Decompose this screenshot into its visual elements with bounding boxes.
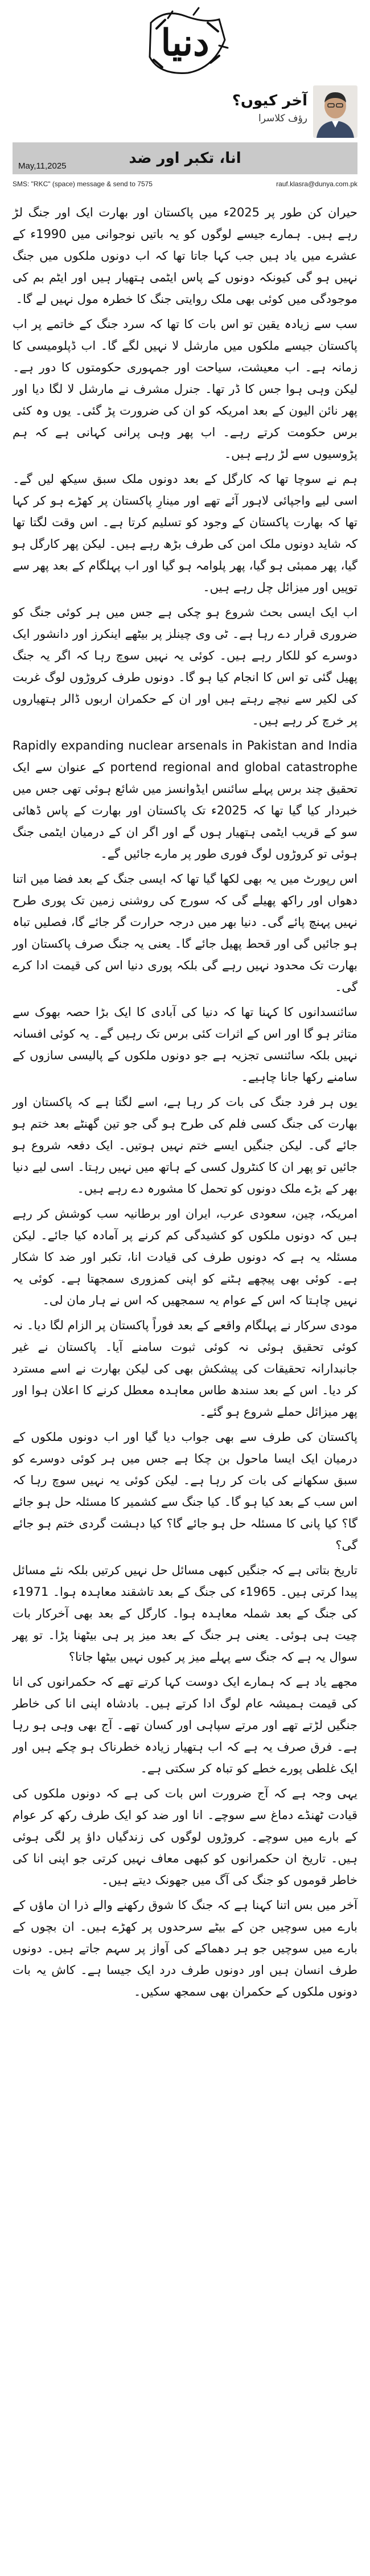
author-photo [313,85,357,138]
column-headline: انا، تکبر اور ضد [129,150,241,167]
author-portrait-icon [313,85,357,138]
article-paragraph: تاریخ بتاتی ہے کہ جنگیں کبھی مسائل حل نہیں کرتیں بلکہ نئے مسائل پیدا کرتی ہیں۔ 1965ء کی جنگ کے بعد تاشقند معاہدہ ہوا۔ 1971ء کی جنگ کے بعد شملہ معاہدہ ہوا۔ کارگل کے بعد بھی آخرکار بات چیت ہی ہوئی۔ یعنی ہر جنگ کے بعد میز پر ہی بیٹھنا پڑا۔ تو پھر سوال یہ ہے کہ جنگ سے پہلے میز پر کیوں نہیں بیٹھا جاتا؟ [13,1563,357,1664]
publish-date: May,11,2025 [18,161,67,171]
article-paragraph: ہم نے سوچا تھا کہ کارگل کے بعد دونوں ملک سبق سیکھ لیں گے۔ اسی لیے واجپائی لاہور آئے تھے اور مینارِ پاکستان پر کھڑے ہو کر کہا تھا کہ بھارت پاکستان کے وجود کو تسلیم کرتا ہے۔ اس وقت لگتا تھا کہ شاید دونوں ملک امن کی طرف بڑھ رہے ہیں۔ لیکن پھر کارگل ہو گیا، پھر ممبئی ہو گیا، پھر پلوامہ ہو گیا اور اب پہلگام کے بعد پھر سے توپیں اور میزائل چل رہے ہیں۔ [13,472,357,594]
article-paragraph: امریکہ، چین، سعودی عرب، ایران اور برطانیہ سب کوشش کر رہے ہیں کہ دونوں ملکوں کو کشیدگی کم کرنے پر آمادہ کیا جائے۔ لیکن مسئلہ یہ ہے کہ دونوں طرف کی قیادت انا، تکبر اور ضد کا شکار ہے۔ کوئی بھی پیچھے ہٹنے کو اپنی کمزوری سمجھتا ہے۔ کوئی یہ نہیں چاہتا کہ اس کے عوام یہ سمجھیں کہ اس نے ہار مان لی۔ [13,1207,357,1307]
article-paragraph: مودی سرکار نے پہلگام واقعے کے بعد فوراً پاکستان پر الزام لگا دیا۔ نہ کوئی تحقیق ہوئی نہ کوئی ثبوت سامنے آیا۔ پاکستان نے غیر جانبدارانہ تحقیقات کی پیشکش بھی کی لیکن بھارت نے اسے مسترد کر دیا۔ اس کے بعد سندھ طاس معاہدہ معطل کرنے کا اعلان ہوا اور پھر میزائل حملے شروع ہو گئے۔ [13,1318,357,1419]
logo-text: دنیا [161,21,209,64]
sms-instructions: SMS: "RKC" (space) message & send to 7575 [13,180,153,188]
series-title: آخر کیوں؟ [232,92,307,109]
article-paragraph: Rapidly expanding nuclear arsenals in Pakistan and India portend regional and global catastrophe کے عنوان سے ایک تحقیق چند برس پہلے سائنس ایڈوانسز میں شائع ہوئی تھی جس میں خبردار کیا گیا تھا کہ 2025ء تک پاکستان اور بھارت کے پاس ڈھائی سو کے قریب ایٹمی ہتھیار ہوں گے اور اگر ان کے درمیان ایٹمی جنگ ہوئی تو کروڑوں لوگ فوری طور پر مارے جائیں گے۔ [13,739,357,861]
article-paragraph: یوں ہر فرد جنگ کی بات کر رہا ہے، اسے لگتا ہے کہ پاکستان اور بھارت کی جنگ کسی فلم کی طرح ہو گی جو تین گھنٹے بعد ختم ہو جائے گی۔ لیکن جنگیں ایسے ختم نہیں ہوتیں۔ ایک دفعہ شروع ہو جائیں تو پھر ان کا کنٹرول کسی کے ہاتھ میں نہیں رہتا۔ اسی لیے دنیا بھر کے بڑے ملک دونوں کو تحمل کا مشورہ دے رہے ہیں۔ [13,1095,357,1195]
article-paragraph: سب سے زیادہ یقین تو اس بات کا تھا کہ سرد جنگ کے خاتمے پر اب پاکستان جیسے ملکوں میں مارشل لا نہیں لگے گا۔ اب ڈپلومیسی کا زمانہ ہے۔ اب معیشت، سیاحت اور جمہوری حکومتوں کا دور ہے۔ لیکن وہی ہوا جس کا ڈر تھا۔ جنرل مشرف نے مارشل لا لگا دیا اور پھر نائن الیون کے بعد امریکہ کو ان کی ضرورت پڑ گئی۔ یوں وہ کئی برس حکومت کرتے رہے۔ اب پھر وہی پرانی کہانی ہے کہ ہم پڑوسیوں سے لڑ رہے ہیں۔ [13,317,357,461]
byline [13,85,357,140]
byline-author-block [232,85,357,138]
author-email: rauf.klasra@dunya.com.pk [276,180,357,188]
masthead [13,0,357,85]
newspaper-logo [139,6,231,80]
author-name: رؤف کلاسرا [258,113,307,124]
article-paragraph: پاکستان کی طرف سے بھی جواب دیا گیا اور اب دونوں ملکوں کے درمیان ایک ایسا ماحول بن چکا ہے جس میں ہر کوئی دوسرے کو سبق سکھانے کی بات کر رہا ہے۔ لیکن کوئی یہ نہیں سوچ رہا کہ اس سب کے بعد کیا ہو گا۔ کیا جنگ سے کشمیر کا مسئلہ حل ہو جائے گا؟ کیا پانی کا مسئلہ حل ہو جائے گا؟ کیا دہشت گردی ختم ہو جائے گی؟ [13,1430,357,1552]
article-paragraph: سائنسدانوں کا کہنا تھا کہ دنیا کی آبادی کا ایک بڑا حصہ بھوک سے متاثر ہو گا اور اس کے اثرات کئی برس تک رہیں گے۔ یہ کوئی افسانہ نہیں بلکہ سائنسی تجزیہ ہے جو دونوں ملکوں کے پالیسی سازوں کے سامنے رکھا جانا چاہیے۔ [13,1005,357,1084]
contact-strip [13,174,357,194]
article-paragraph: یہی وجہ ہے کہ آج ضرورت اس بات کی ہے کہ دونوں ملکوں کی قیادت ٹھنڈے دماغ سے سوچے۔ انا اور ضد کو ایک طرف رکھ کر عوام کے بارے میں سوچے۔ کروڑوں لوگوں کی زندگیاں داؤ پر لگی ہوئی ہیں۔ تاریخ ان حکمرانوں کو کبھی معاف نہیں کرتی جو اپنی انا کی خاطر قوموں کو جنگ کی آگ میں جھونک دیتے ہیں۔ [13,1787,357,1887]
article-paragraph: اب ایک ایسی بحث شروع ہو چکی ہے جس میں ہر کوئی جنگ کو ضروری قرار دے رہا ہے۔ ٹی وی چینلز پر بیٹھے اینکرز اور دانشور ایک دوسرے کو للکار رہے ہیں۔ کوئی یہ نہیں سوچ رہا کہ اگر یہ جنگ پھیل گئی تو اس کا انجام کیا ہو گا۔ دونوں طرف کروڑوں لوگ غربت کی لکیر سے نیچے رہتے ہیں اور ان کے حکمران اربوں ڈالر ہتھیاروں پر خرچ کر رہے ہیں۔ [13,605,357,727]
article-paragraph: مجھے یاد ہے کہ ہمارے ایک دوست کہا کرتے تھے کہ حکمرانوں کی انا کی قیمت ہمیشہ عام لوگ ادا کرتے ہیں۔ بادشاہ اپنی انا کی خاطر جنگیں لڑتے تھے اور مرتے سپاہی اور کسان تھے۔ آج بھی وہی ہو رہا ہے۔ فرق صرف یہ ہے کہ اب ہتھیار زیادہ خطرناک ہو چکے ہیں اور ایک غلطی پورے خطے کو تباہ کر سکتی ہے۔ [13,1675,357,1775]
article-paragraph: حیران کن طور پر 2025ء میں پاکستان اور بھارت ایک اور جنگ لڑ رہے ہیں۔ ہمارے جیسے لوگوں کو یہ باتیں نوجوانی میں 1990ء کے عشرے میں یاد ہیں جب کہا جاتا تھا کہ اب دونوں ملکوں میں جنگ نہیں ہو گی کیونکہ دونوں کے پاس ایٹمی ہتھیار ہیں اور ایٹم بم کی موجودگی میں کوئی بھی ملک روایتی جنگ کا خطرہ مول نہیں لے گا۔ [13,206,358,306]
article-paragraph: آخر میں بس اتنا کہنا ہے کہ جنگ کا شوق رکھنے والے ذرا ان ماؤں کے بارے میں سوچیں جن کے بیٹے سرحدوں پر کھڑے ہیں۔ ان بچوں کے بارے میں سوچیں جو ہر دھماکے کی آواز پر سہم جاتے ہیں۔ دونوں طرف انسان ہیں اور دونوں طرف درد ایک جیسا ہے۔ کاش یہ بات دونوں ملکوں کے حکمران بھی سمجھ سکیں۔ [13,1898,357,1998]
series-info [232,85,307,124]
article-paragraph: اس رپورٹ میں یہ بھی لکھا گیا تھا کہ ایسی جنگ کے بعد فضا میں اتنا دھواں اور راکھ پھیلے گی کہ سورج کی روشنی زمین تک پوری طرح نہیں پہنچ پائے گی۔ دنیا بھر میں درجہ حرارت گر جائے گا، فصلیں تباہ ہو جائیں گی اور قحط پھیل جائے گا۔ یعنی یہ جنگ صرف پاکستان اور بھارت تک محدود نہیں رہے گی بلکہ پوری دنیا اس کی قیمت ادا کرے گی۔ [13,872,357,994]
article-body [13,202,357,2002]
column-title-bar [13,142,357,174]
